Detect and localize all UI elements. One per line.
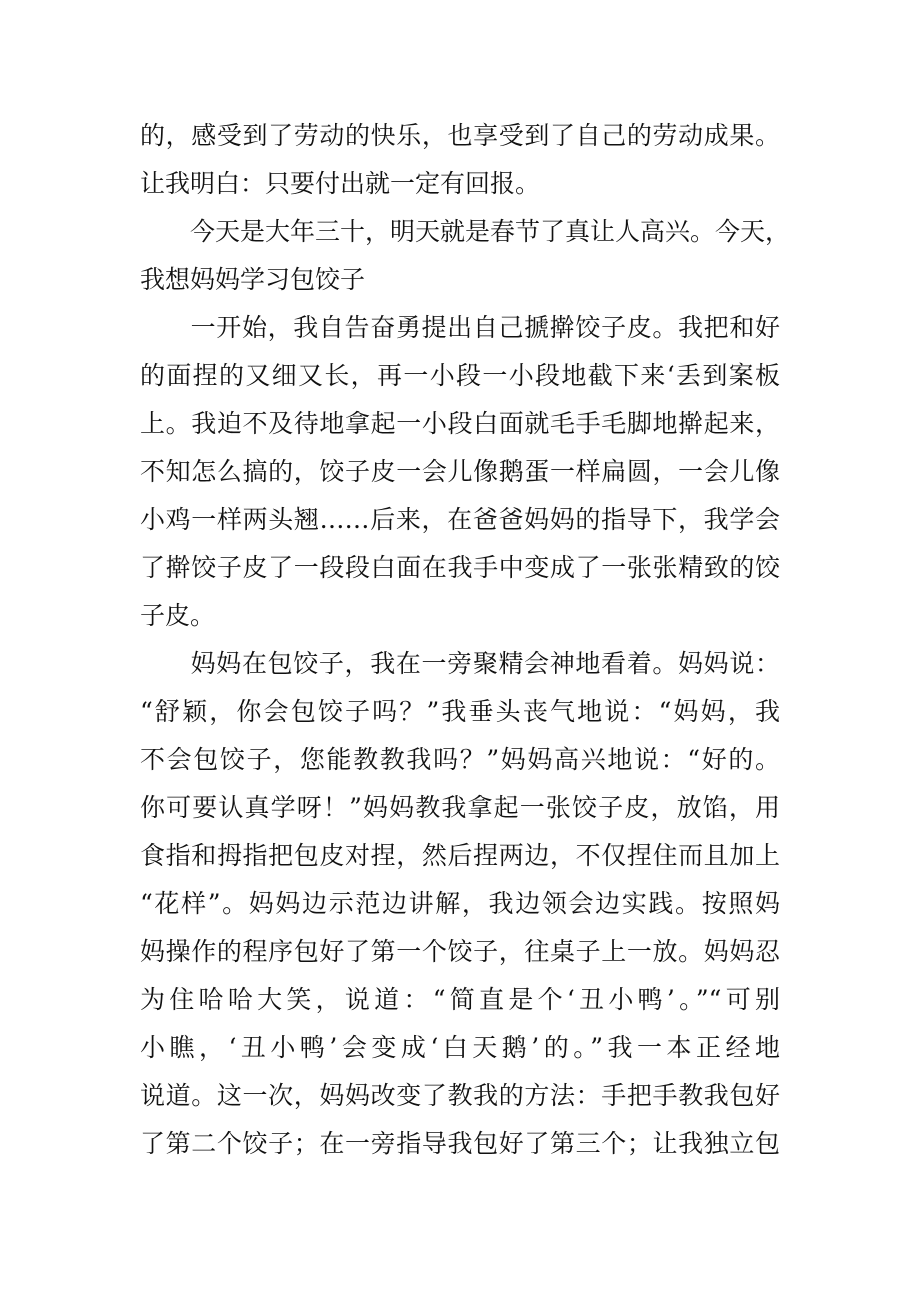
text-line: [140, 304, 780, 352]
paragraph-4: [140, 640, 780, 1168]
text-line: 让我明白：只要付出就一定有回报。: [140, 169, 541, 198]
text-line: 的面捏的又细又长，再一小段一小段地截下来‘丢到案板: [140, 361, 780, 390]
text-line-content: 今天是大年三十，明天就是春节了真让人高兴。今天，: [190, 217, 791, 246]
text-line: 小鸡一样两头翘……后来，在爸爸妈妈的指导下，我学会: [140, 505, 780, 534]
text-line: 小瞧，‘丑小鸭’会变成‘白天鹅’的。”我一本正经地: [140, 1033, 780, 1062]
text-line: “舒颖，你会包饺子吗？”我垂头丧气地说：“妈妈，我: [140, 697, 780, 726]
paragraph-1: [140, 112, 780, 208]
text-line-content: 一开始，我自告奋勇提出自己搋擀饺子皮。我把和好: [190, 313, 780, 342]
text-line-content: 妈妈在包饺子，我在一旁聚精会神地看着。妈妈说：: [190, 649, 780, 678]
text-line: [140, 208, 791, 256]
text-line: 不会包饺子，您能教教我吗？”妈妈高兴地说：“好的。: [140, 745, 780, 774]
text-line: 妈操作的程序包好了第一个饺子，往桌子上一放。妈妈忍: [140, 937, 780, 966]
text-line: 了第二个饺子；在一旁指导我包好了第三个；让我独立包: [140, 1129, 780, 1158]
text-line: [140, 640, 780, 688]
text-line: 你可要认真学呀！”妈妈教我拿起一张饺子皮，放馅，用: [140, 793, 780, 822]
text-line: “花样”。妈妈边示范边讲解，我边领会边实践。按照妈: [140, 889, 780, 918]
text-line: 食指和拇指把包皮对捏，然后捏两边，不仅捏住而且加上: [140, 841, 780, 870]
essay-text: [140, 112, 791, 1168]
text-line: 子皮。: [140, 601, 216, 630]
text-line: 上。我迫不及待地拿起一小段白面就毛手毛脚地擀起来，: [140, 409, 780, 438]
paragraph-2: [140, 208, 791, 304]
text-line: 了擀饺子皮了一段段白面在我手中变成了一张张精致的饺: [140, 553, 780, 582]
paragraph-3: [140, 304, 780, 640]
text-line: 我想妈妈学习包饺子: [140, 265, 366, 294]
text-line: 为住哈哈大笑，说道：“简直是个‘丑小鸭’。”“可别: [140, 985, 780, 1014]
text-line: 不知怎么搞的，饺子皮一会儿像鹅蛋一样扁圆，一会儿像: [140, 457, 780, 486]
text-line: 的，感受到了劳动的快乐，也享受到了自己的劳动成果。: [140, 121, 780, 150]
text-line: 说道。这一次，妈妈改变了教我的方法：手把手教我包好: [140, 1081, 780, 1110]
